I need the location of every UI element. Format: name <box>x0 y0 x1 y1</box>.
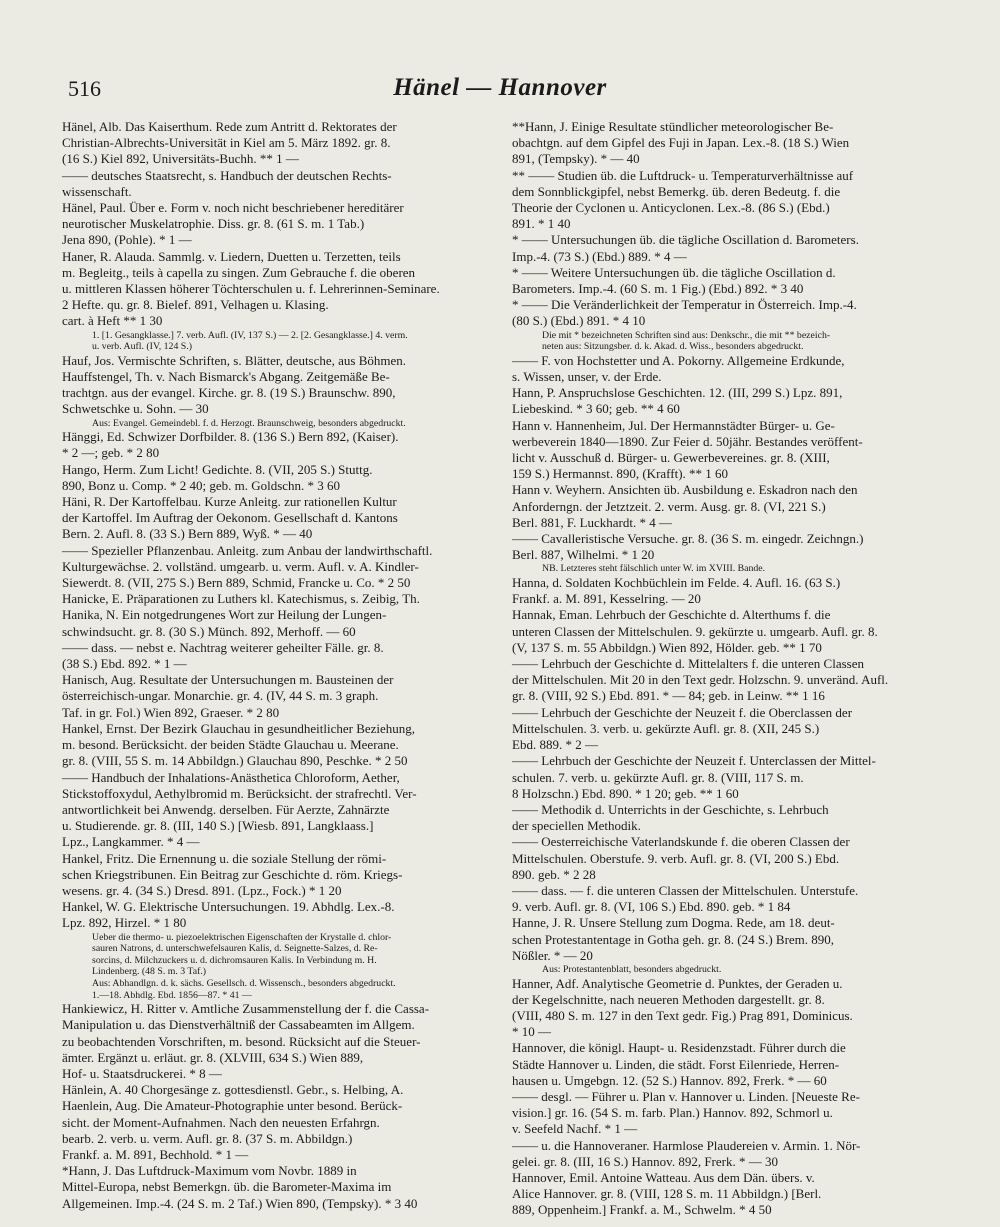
bibliography-entry: Hannak, Eman. Lehrbuch der Geschichte d. Alterthums f. die unteren Classen der Mittelschulen. 9. gekürzte u. umgearb. Aufl. gr. 8. (V, 137 S. m. 55 Abbildgn.) Wien 892, Hölder. geb. ** 1 70 <box>512 607 878 655</box>
bibliography-entry: *Hann, J. Das Luftdruck-Maximum vom Novbr. 1889 in Mittel-Europa, nebst Bemerkgn. üb. die Barometer-Maxima im Allgemeinen. Imp.-4. (24 S. m. 2 Taf.) Wien 890, (Tempsky). * 3 40 <box>62 1163 418 1211</box>
bibliography-entry: Haner, R. Alauda. Sammlg. v. Liedern, Duetten u. Terzetten, teils m. Begleitg., teils à capella zu singen. Zum Gebrauche f. die oberen u. mittleren Klassen höherer Töchterschulen u. f. Lehrerinnen-Seminare. 2 Hefte. qu. gr. 8. Bielef. 891, Velhagen u. Klasing. cart. à Heft ** 1 30 <box>62 248 440 329</box>
page-header <box>0 72 1000 112</box>
page-number: 516 <box>68 76 101 101</box>
bibliography-entry: Hann, P. Anspruchslose Geschichten. 12. (III, 299 S.) Lpz. 891, Liebeskind. * 3 60; geb. ** 4 60 <box>512 385 843 417</box>
entry-note: Aus: Protestantenblatt, besonders abgedruckt. <box>542 963 722 975</box>
bibliography-entry: Hauf, Jos. Vermischte Schriften, s. Blätter, deutsche, aus Böhmen. <box>62 352 407 368</box>
bibliography-entry: Hann v. Weyhern. Ansichten üb. Ausbildung e. Eskadron nach den Anforderngn. der Jetztzeit. 2. verm. Ausg. gr. 8. (VI, 221 S.) Berl. 881, F. Luckhardt. * 4 — <box>512 482 858 530</box>
bibliography-entry: —— Methodik d. Unterrichts in der Geschichte, s. Lehrbuch der speciellen Methodik. <box>512 801 829 834</box>
bibliography-entry: Hankel, Ernst. Der Bezirk Glauchau in gesundheitlicher Beziehung, m. besond. Berücksicht. der beiden Städte Glauchau u. Meerane. gr. 8. (VIII, 55 S. m. 14 Abbildgn.) Glauchau 890, Peschke. * 2 50 <box>62 720 416 769</box>
bibliography-entry: Haenlein, Aug. Die Amateur-Photographie unter besond. Berück- sicht. der Moment-Aufnahmen. Nach den neuesten Erfahrgn. bearb. 2. verb. u. verm. Aufl. gr. 8. (37 S. m. Abbildgn.) Frankf. a. M. 891, Bechhold. * 1 — <box>62 1098 403 1162</box>
bibliography-entry: * —— Weitere Untersuchungen üb. die tägliche Oscillation d. Barometers. Imp.-4. (60 S. m. 1 Fig.) (Ebd.) 892. * 3 40 <box>512 264 836 297</box>
bibliography-entry: —— Spezieller Pflanzenbau. Anleitg. zum Anbau der landwirthschaftl. Kulturgewächse. 2. vollständ. umgearb. u. verm. Aufl. v. A. Kindler- Siewerdt. 8. (VII, 275 S.) Bern 889, Schmid, Francke u. Co. * 2 50 <box>62 542 433 591</box>
bibliography-entry: Hannover, die königl. Haupt- u. Residenzstadt. Führer durch die Städte Hannover u. Linden, die städt. Forst Eilenriede, Herren- hausen u. Umgebgn. 12. (52 S.) Hannov. 892, Frerk. * — 60 <box>512 1040 846 1088</box>
bibliography-entry: Hanicke, E. Präparationen zu Luthers kl. Katechismus, s. Zeibig, Th. <box>62 591 420 607</box>
bibliography-entry: * —— Die Veränderlichkeit der Temperatur in Österreich. Imp.-4. (80 S.) (Ebd.) 891. * 4 10 <box>512 297 857 329</box>
bibliography-entry: Hauffstengel, Th. v. Nach Bismarck's Abgang. Zeitgemäße Be- trachtgn. aus der evangel. Kirche. gr. 8. (19 S.) Braunschw. 890, Schwetschke u. Sohn. — 30 <box>62 369 396 417</box>
bibliography-entry: Hannover, Emil. Antoine Watteau. Aus dem Dän. übers. v. Alice Hannover. gr. 8. (VIII, 128 S. m. 11 Abbildgn.) [Berl. 889, Oppenheim.] Frankf. a. M., Schwelm. * 4 50 <box>512 1169 822 1218</box>
bibliography-entry: —— dass. — nebst e. Nachtrag weiterer geheilter Fälle. gr. 8. (38 S.) Ebd. 892. * 1 — <box>62 639 384 672</box>
bibliography-entry: Hankel, W. G. Elektrische Untersuchungen. 19. Abhdlg. Lex.-8. Lpz. 892, Hirzel. * 1 80 <box>62 899 395 931</box>
bibliography-entry: Hankiewicz, H. Ritter v. Amtliche Zusammenstellung der f. die Cassa- Manipulation u. das Dienstverhältniß der Cassabeamten im Allgem. zu beobachtenden Vorschriften, m. besond. Rücksicht auf die Steuer- ämter. Ergänzt u. erläut. gr. 8. (XLVIII, 634 S.) Wien 889, Hof- u. Staatsdruckerei. * 8 — <box>62 1001 430 1081</box>
left-column <box>62 119 494 1211</box>
bibliography-entry: —— F. von Hochstetter und A. Pokorny. Allgemeine Erdkunde, s. Wissen, unser, v. der Erde. <box>512 352 845 385</box>
entry-note: NB. Letzteres steht fälschlich unter W. im XVIII. Bande. <box>542 563 766 575</box>
bibliography-entry: —— Lehrbuch der Geschichte der Neuzeit f. Unterclassen der Mittel- schulen. 7. verb. u. gekürzte Aufl. gr. 8. (VIII, 117 S. m. 8 Holzschn.) Ebd. 890. * 1 20; geb. ** 1 60 <box>512 753 876 801</box>
bibliography-entry: —— dass. — f. die unteren Classen der Mittelschulen. Unterstufe. 9. verb. Aufl. gr. 8. (VI, 106 S.) Ebd. 890. geb. * 1 84 <box>512 882 859 915</box>
bibliography-entry: —— Lehrbuch der Geschichte d. Mittelalters f. die unteren Classen der Mittelschulen. Mit 20 in den Text gedr. Holzschn. 9. unveränd. Aufl. gr. 8. (VIII, 92 S.) Ebd. 891. * — 84; geb. in Leinw. ** 1 16 <box>512 656 889 704</box>
entry-note: Die mit * bezeichneten Schriften sind aus: Denkschr., die mit ** bezeich- neten aus: Sitzungsber. d. k. Akad. d. Wiss., besonders abgedruckt. <box>542 329 831 353</box>
bibliography-entry: Hänel, Alb. Das Kaiserthum. Rede zum Antritt d. Rektorates der Christian-Albrechts-Universität in Kiel am 5. März 1892. gr. 8. (16 S.) Kiel 892, Universitäts-Buchh. ** 1 — <box>62 119 397 167</box>
entry-note: Aus: Evangel. Gemeindebl. f. d. Herzogt. Braunschweig, besonders abgedruckt. <box>92 417 406 429</box>
bibliography-entry: Häni, R. Der Kartoffelbau. Kurze Anleitg. zur rationellen Kultur der Kartoffel. Im Auftrag der Oekonom. Gesellschaft d. Kantons Bern. 2. Aufl. 8. (33 S.) Bern 889, Wyß. * — 40 <box>62 494 398 542</box>
bibliography-entry: Hango, Herm. Zum Licht! Gedichte. 8. (VII, 205 S.) Stuttg. 890, Bonz u. Comp. * 2 40; geb. m. Goldschn. * 3 60 <box>62 461 373 493</box>
bibliography-entry: **Hann, J. Einige Resultate stündlicher meteorologischer Be- obachtgn. auf dem Gipfel des Fuji in Japan. Lex.-8. (18 S.) Wien 891, (Tempsky). * — 40 <box>512 119 850 167</box>
right-column <box>512 119 952 1218</box>
bibliography-entry: —— desgl. — Führer u. Plan v. Hannover u. Linden. [Neueste Re- vision.] gr. 16. (54 S. m. farb. Plan.) Hannov. 892, Schmorl u. v. Seefeld Nachf. * 1 — <box>512 1088 860 1137</box>
bibliography-entry: —— Cavalleristische Versuche. gr. 8. (36 S. m. eingedr. Zeichngn.) Berl. 887, Wilhelmi. * 1 20 <box>512 531 864 563</box>
entry-note: 1. [1. Gesangklasse.] 7. verb. Aufl. (IV, 137 S.) — 2. [2. Gesangklasse.] 4. verm. u. verb. Aufl. (IV, 124 S.) <box>92 329 408 353</box>
entry-note: Ueber die thermo- u. piezoelektrischen Eigenschaften der Krystalle d. chlor- sauren Natrons, d. unterschwefelsauren Kalis, d. Seignette-Salzes, d. Re- sorcins, d. Milchzuckers u. d. dichromsauren Kalis. In Verbindung m. H. Lindenberg. (48 S. m. 3 Taf.) Aus: Abhandlgn. d. k. sächs. Gesellsch. d. Wissensch., besonders abgedruckt. 1.—18. Abhdlg. Ebd. 1856—87. * 41 — <box>92 931 396 1001</box>
bibliography-entry: * —— Untersuchungen üb. die tägliche Oscillation d. Barometers. Imp.-4. (73 S.) (Ebd.) 889. * 4 — <box>512 232 859 264</box>
bibliography-entry: —— u. die Hannoveraner. Harmlose Plaudereien v. Armin. 1. Nör- gelei. gr. 8. (III, 16 S.) Hannov. 892, Frerk. * — 30 <box>512 1137 861 1169</box>
bibliography-entry: Hanne, J. R. Unsere Stellung zum Dogma. Rede, am 18. deut- schen Protestantentage in Gotha geh. gr. 8. (24 S.) Brem. 890, Nößler. * — 20 <box>512 915 835 963</box>
bibliography-entry: —— Lehrbuch der Geschichte der Neuzeit f. die Oberclassen der Mittelschulen. 3. verb. u. gekürzte Aufl. gr. 8. (XII, 245 S.) Ebd. 889. * 2 — <box>512 704 853 753</box>
bibliography-entry: Hänggi, Ed. Schwizer Dorfbilder. 8. (136 S.) Bern 892, (Kaiser). * 2 —; geb. * 2 80 <box>62 429 399 461</box>
bibliography-entry: ** —— Studien üb. die Luftdruck- u. Temperaturverhältnisse auf dem Sonnblickgipfel, nebst Bemerkg. üb. deren Bedeutg. f. die Theorie der Cyclonen u. Anticyclonen. Lex.-8. (86 S.) (Ebd.) 891. * 1 40 <box>512 167 854 232</box>
bibliography-entry: —— Handbuch der Inhalations-Anästhetica Chloroform, Aether, Stickstoffoxydul, Aethylbromid m. Berücksicht. der strafrechtl. Ver- antwortlichkeit bei Anwendg. derselben. Für Aerzte, Zahnärzte u. Studierende. gr. 8. (III, 140 S.) [Wiesb. 891, Langklaass.] Lpz., Langkammer. * 4 — <box>62 769 417 850</box>
bibliography-entry: Hanner, Adf. Analytische Geometrie d. Punktes, der Geraden u. der Kegelschnitte, nach neueren Methoden dargestellt. gr. 8. (VIII, 480 S. m. 127 in den Text gedr. Fig.) Prag 891, Dominicus. * 10 — <box>512 975 853 1040</box>
bibliography-entry: Hankel, Fritz. Die Ernennung u. die soziale Stellung der römi- schen Kriegstribunen. Ein Beitrag zur Geschichte d. röm. Kriegs- wesens. gr. 4. (34 S.) Dresd. 891. (Lpz., Fock.) * 1 20 <box>62 850 403 898</box>
bibliography-entry: Hänlein, A. 40 Chorgesänge z. gottesdienstl. Gebr., s. Helbing, A. <box>62 1082 404 1098</box>
bibliography-entry: Hanika, N. Ein notgedrungenes Wort zur Heilung der Lungen- schwindsucht. gr. 8. (30 S.) Münch. 892, Merhoff. — 60 <box>62 607 387 639</box>
bibliography-entry: Hann v. Hannenheim, Jul. Der Hermannstädter Bürger- u. Ge- werbeverein 1840—1890. Zur Feier d. 50jähr. Bestandes veröffent- licht v. Ausschuß d. Bürger- u. Gewerbevereines. gr. 8. (XIII, 159 S.) Hermannst. 890, (Krafft). ** 1 60 <box>512 417 863 482</box>
bibliography-entry: Hanna, d. Soldaten Kochbüchlein im Felde. 4. Aufl. 16. (63 S.) Frankf. a. M. 891, Kesselring. — 20 <box>512 575 841 607</box>
running-head: Hänel — Hannover <box>393 74 607 101</box>
bibliography-entry: Hänel, Paul. Über e. Form v. noch nicht beschriebener hereditärer neurotischer Muskelatrophie. Diss. gr. 8. (61 S. m. 1 Tab.) Jena 890, (Pohle). * 1 — <box>62 200 404 248</box>
bibliography-entry: —— Oesterreichische Vaterlandskunde f. die oberen Classen der Mittelschulen. Oberstufe. 9. verb. Aufl. gr. 8. (VI, 200 S.) Ebd. 890. geb. * 2 28 <box>512 834 850 882</box>
bibliography-entry: Hanisch, Aug. Resultate der Untersuchungen m. Bausteinen der österreichisch-ungar. Monarchie. gr. 4. (IV, 44 S. m. 3 graph. Taf. in gr. Fol.) Wien 892, Graeser. * 2 80 <box>62 672 394 720</box>
bibliography-entry: —— deutsches Staatsrecht, s. Handbuch der deutschen Rechts- wissenschaft. <box>62 167 392 199</box>
